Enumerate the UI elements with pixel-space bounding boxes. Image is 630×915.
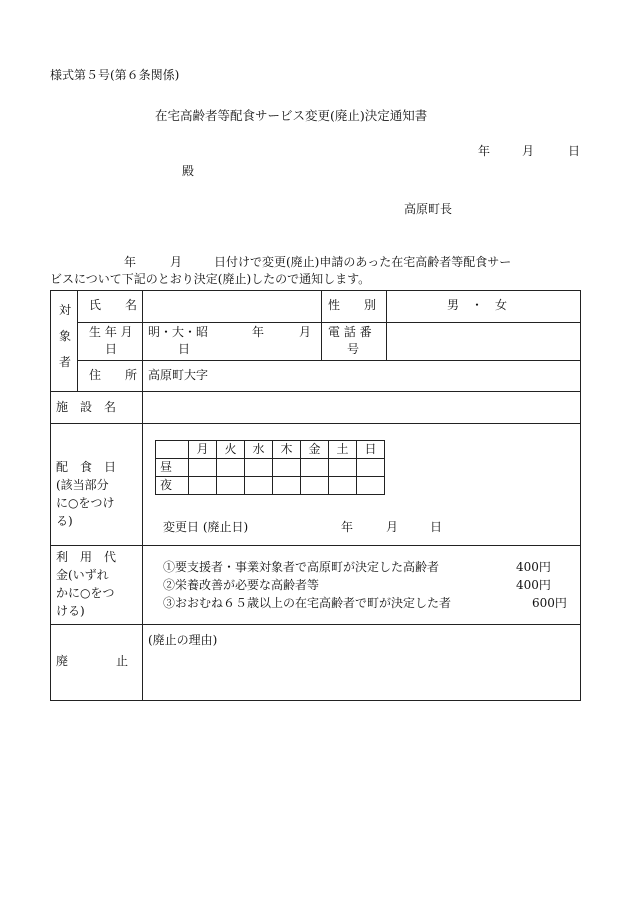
name-label: 氏 名 [89, 298, 138, 312]
intro-year: 年 [124, 255, 137, 269]
birthdate-day: 日 [178, 342, 191, 356]
form-number: 様式第５号(第６条関係) [50, 68, 180, 82]
intro-line1: 日付けで変更(廃止)申請のあった在宅高齢者等配食サー [214, 255, 512, 269]
abolish-label: 廃 止 [56, 654, 129, 668]
date-month-label: 月 [522, 144, 535, 158]
subject-label-1: 対 [59, 303, 72, 317]
fee-label-2: 金(いずれ [56, 568, 109, 582]
dinner-sat-cell[interactable] [329, 477, 357, 495]
weekday-sun: 日 [357, 441, 385, 459]
change-month: 月 [386, 520, 399, 534]
weekday-thu: 木 [273, 441, 301, 459]
meal-day-label-2: (該当部分 [56, 478, 109, 492]
addressee-suffix: 殿 [182, 164, 195, 178]
weekday-mon: 月 [189, 441, 217, 459]
gender-label: 性 別 [328, 298, 377, 312]
birthdate-era: 明・大・昭 [148, 325, 209, 339]
intro-line2: ビスについて下記のとおり決定(廃止)したので通知します。 [50, 272, 371, 286]
address-label: 住 所 [89, 368, 138, 382]
birthdate-year: 年 [252, 325, 265, 339]
meal-lunch-label: 昼 [156, 459, 189, 477]
dinner-fri-cell[interactable] [301, 477, 329, 495]
issuer-name: 高原町長 [404, 202, 453, 216]
change-date-label: 変更日 (廃止日) [163, 520, 249, 534]
fee-option-2[interactable]: ②栄養改善が必要な高齢者等 [163, 578, 320, 592]
meal-day-label-4: る) [56, 514, 73, 528]
date-day-label: 日 [568, 144, 581, 158]
fee-label-3: かに○をつ [56, 586, 115, 600]
dinner-wed-cell[interactable] [245, 477, 273, 495]
date-year-label: 年 [478, 144, 491, 158]
lunch-row [156, 459, 385, 477]
lunch-sun-cell[interactable] [357, 459, 385, 477]
meal-day-label-1: 配 食 日 [56, 460, 117, 474]
lunch-mon-cell[interactable] [189, 459, 217, 477]
lunch-thu-cell[interactable] [273, 459, 301, 477]
grid-corner [156, 441, 189, 459]
weekday-sat: 土 [329, 441, 357, 459]
meal-schedule-grid [155, 440, 385, 495]
fee-option-1[interactable]: ①要支援者・事業対象者で高原町が決定した高齢者 [163, 560, 440, 574]
meal-day-label-3: に○をつけ [56, 496, 115, 510]
subject-label-2: 象 [59, 329, 72, 343]
address-value: 高原町大字 [148, 368, 209, 382]
facility-label: 施 設 名 [56, 400, 117, 414]
birthdate-label-2: 日 [105, 342, 118, 356]
birthdate-label-1: 生 年 月 [89, 325, 133, 339]
phone-label-1: 電 話 番 [328, 325, 372, 339]
fee-option-1-price: 400円 [516, 560, 551, 574]
subject-label-3: 者 [59, 355, 72, 369]
weekday-wed: 水 [245, 441, 273, 459]
lunch-sat-cell[interactable] [329, 459, 357, 477]
weekday-tue: 火 [217, 441, 245, 459]
lunch-fri-cell[interactable] [301, 459, 329, 477]
change-year: 年 [341, 520, 354, 534]
document-title: 在宅高齢者等配食サービス変更(廃止)決定通知書 [155, 108, 428, 123]
phone-label-2: 号 [347, 342, 360, 356]
dinner-row [156, 477, 385, 495]
gender-options: 男 ・ 女 [447, 298, 508, 312]
fee-option-3[interactable]: ③おおむね６５歳以上の在宅高齢者で町が決定した者 [163, 596, 452, 610]
fee-option-2-price: 400円 [516, 578, 551, 592]
abolish-reason-label: (廃止の理由) [148, 633, 218, 647]
dinner-mon-cell[interactable] [189, 477, 217, 495]
dinner-thu-cell[interactable] [273, 477, 301, 495]
weekday-header-row [156, 441, 385, 459]
fee-label-1: 利 用 代 [56, 550, 117, 564]
change-day: 日 [430, 520, 443, 534]
fee-option-3-price: 600円 [532, 596, 567, 610]
lunch-wed-cell[interactable] [245, 459, 273, 477]
fee-label-4: ける) [56, 604, 85, 618]
weekday-fri: 金 [301, 441, 329, 459]
birthdate-month: 月 [299, 325, 312, 339]
intro-month: 月 [170, 255, 183, 269]
dinner-tue-cell[interactable] [217, 477, 245, 495]
lunch-tue-cell[interactable] [217, 459, 245, 477]
meal-dinner-label: 夜 [156, 477, 189, 495]
dinner-sun-cell[interactable] [357, 477, 385, 495]
